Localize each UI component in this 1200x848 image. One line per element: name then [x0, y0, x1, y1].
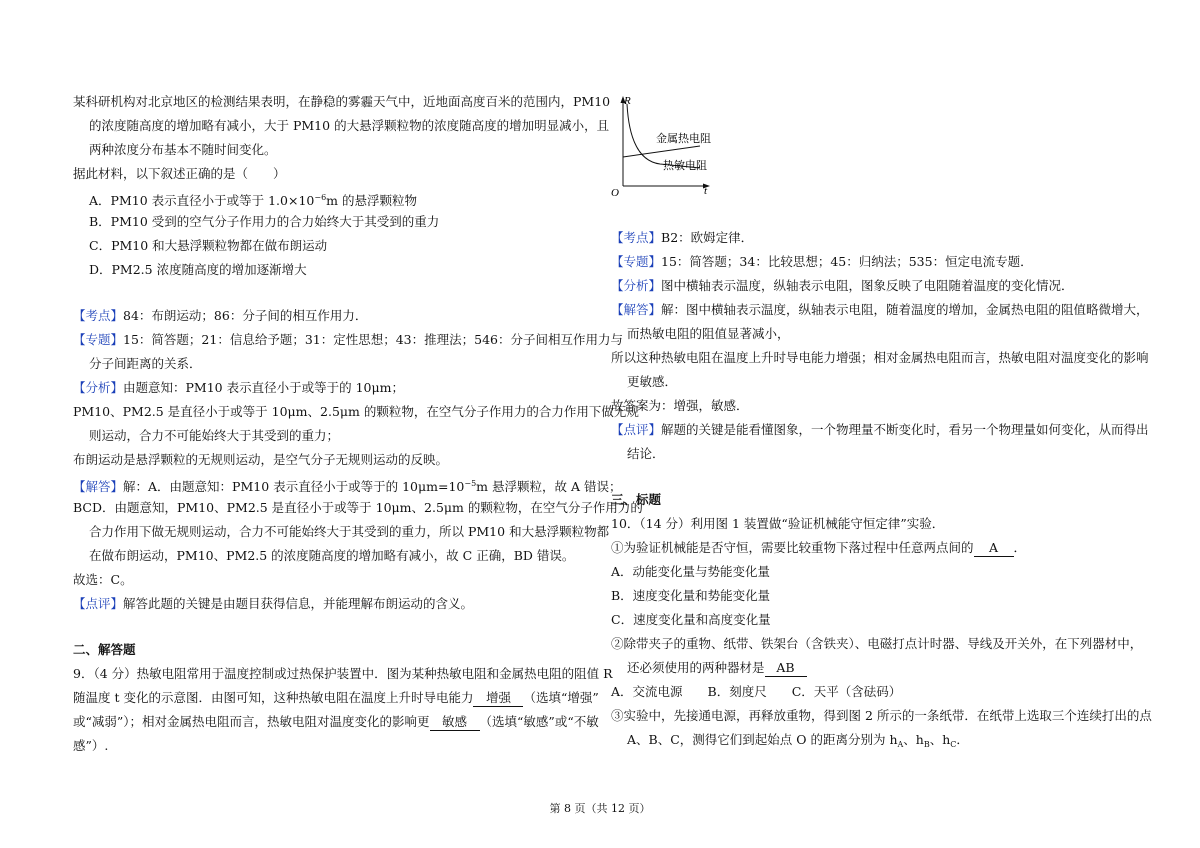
kaodian: 【考点】B2：欧姆定律． — [611, 230, 754, 245]
option-a: A．PM10 表示直径小于或等于 $1.0\times 10^{-6}m$ 的悬浮颗粒物 — [89, 193, 417, 208]
question-text: 某科研机构对北京地区的检测结果表明，在静稳的雾霾天气中，近地面高度百米的范围内，PM10 — [73, 94, 611, 109]
kaodian-tag: 【考点】 — [611, 230, 662, 245]
q10-equipment: A．交流电源 B．刻度尺 C．天平（含砝码） — [611, 684, 902, 699]
x-axis-label: t — [704, 185, 708, 197]
q10-text: ②除带夹子的重物、纸带、铁架台（含铁夹）、电磁打点计时器、导线及开关外，在下列器材中， — [611, 636, 1143, 651]
q10-text: A、B、C，测得它们到起始点 O 的距离分别为 $h_A$、$h_B$、$h_C$． — [627, 732, 969, 749]
zhuanti: 【专题】15：简答题；34：比较思想；45：归纳法；535：恒定电流专题． — [611, 254, 1033, 269]
answer-blank: 增强 — [473, 690, 523, 707]
origin-label: O — [611, 187, 619, 199]
metal-resistor-label: 金属热电阻 — [656, 132, 711, 145]
answer-blank: AB — [765, 660, 807, 677]
option-b: B．PM10 受到的空气分子作用力的合力始终大于其受到的重力 — [89, 214, 440, 229]
section-heading: 二、解答题 — [73, 642, 136, 657]
kaodian: 【考点】84：布朗运动；86：分子间的相互作用力． — [73, 308, 368, 323]
dianping: 【点评】解题的关键是能看懂图象，一个物理量不断变化时，看另一个物理量如何变化，从而得出 — [611, 422, 1149, 437]
option-d: D．PM2.5 浓度随高度的增加逐渐增大 — [89, 262, 307, 277]
y-axis-label: R — [624, 95, 631, 107]
jieda-line: BCD．由题意知，PM10、PM2.5 是直径小于或等于 10μm、2.5μm 的颗粒物，在空气分子作用力的 — [73, 500, 643, 515]
q10-text: 10．（14 分）利用图 1 装置做“验证机械能守恒定律”实验． — [611, 516, 945, 531]
option-c: C．PM10 和大悬浮颗粒物都在做布朗运动 — [89, 238, 328, 253]
answer-line: 故答案为：增强，敏感． — [611, 398, 749, 413]
section-heading: 三、标题 — [611, 492, 662, 507]
zhuanti: 【专题】15：简答题；21：信息给予题；31：定性思想；43：推理法；546：分子间相互作用力与 — [73, 332, 623, 347]
dianping-cont: 结论． — [627, 446, 665, 461]
q10-text: 还必须使用的两种器材是 AB — [627, 660, 807, 677]
jieda-line: 合力作用下做无规则运动，合力不可能始终大于其受到的重力，所以 PM10 和大悬浮颗粒物都 — [89, 524, 610, 539]
q9-text: 随温度 t 变化的示意图．由图可知，这种热敏电阻在温度上升时导电能力 增强 （选填“增强” — [73, 690, 599, 705]
dianping: 【点评】解答此题的关键是由题目获得信息，并能理解布朗运动的含义。 — [73, 596, 474, 611]
fenxi-tag: 【分析】 — [73, 380, 124, 395]
answer-blank: A — [974, 540, 1014, 557]
fenxi-line: PM10、PM2.5 是直径小于或等于 10μm、2.5μm 的颗粒物，在空气分子作用力的合力作用下做无规 — [73, 404, 639, 419]
q9-text: 或“减弱”）；相对金属热电阻而言，热敏电阻对温度变化的影响更 敏感 （选填“敏感”或“不敏 — [73, 714, 599, 729]
fenxi: 【分析】由题意知：PM10 表示直径小于或等于的 10μm； — [73, 380, 404, 395]
q10-text: ③实验中，先接通电源，再释放重物，得到图 2 所示的一条纸带．在纸带上选取三个连续打出的点 — [611, 708, 1152, 723]
resistance-temperature-graph — [608, 90, 718, 200]
jieda-tag: 【解答】 — [73, 479, 124, 494]
q10-option: B．速度变化量和势能变化量 — [611, 588, 771, 603]
q9-text: 感”）. — [73, 738, 109, 753]
dianping-tag: 【点评】 — [73, 596, 124, 611]
question-text: 的浓度随高度的增加略有减小，大于 PM10 的大悬浮颗粒物的浓度随高度的增加明显减小，且 — [89, 118, 610, 133]
page-footer: 第 8 页（共 12 页） — [549, 802, 651, 815]
q10-text: ①为验证机械能是否守恒，需要比较重物下落过程中任意两点间的 A ． — [611, 540, 1027, 555]
jieda-line: 更敏感． — [627, 374, 678, 389]
zhuanti-tag: 【专题】 — [611, 254, 662, 269]
jieda-tag: 【解答】 — [611, 302, 662, 317]
answer-blank: 敏感 — [430, 714, 480, 731]
fenxi-tag: 【分析】 — [611, 278, 662, 293]
zhuanti-cont: 分子间距离的关系． — [89, 356, 202, 371]
question-prompt: 据此材料，以下叙述正确的是（ ） — [73, 166, 286, 181]
metal-resistor-curve — [623, 146, 700, 157]
jieda-line: 在做布朗运动，PM10、PM2.5 的浓度随高度的增加略有减小，故 C 正确，BD 错误。 — [89, 548, 575, 563]
question-text: 两种浓度分布基本不随时间变化。 — [89, 142, 277, 157]
kaodian-tag: 【考点】 — [73, 308, 124, 323]
answer-choice: 故选：C。 — [73, 572, 133, 587]
fenxi: 【分析】图中横轴表示温度，纵轴表示电阻，图象反映了电阻随着温度的变化情况． — [611, 278, 1074, 293]
jieda: 【解答】解：A．由题意知：PM10 表示直径小于或等于的 $10\mu m=10^{-5}m$ 悬浮颗粒，故 A 错误； — [73, 479, 622, 494]
q10-option: C．速度变化量和高度变化量 — [611, 612, 771, 627]
q9-text: 9．（4 分）热敏电阻常用于温度控制或过热保护装置中．图为某种热敏电阻和金属热电阻的阻值 R — [73, 666, 613, 681]
jieda-line: 所以这种热敏电阻在温度上升时导电能力增强；相对金属热电阻而言，热敏电阻对温度变化的影响 — [611, 350, 1149, 365]
fenxi-line: 布朗运动是悬浮颗粒的无规则运动，是空气分子无规则运动的反映。 — [73, 452, 449, 467]
dianping-tag: 【点评】 — [611, 422, 662, 437]
q10-option: A．动能变化量与势能变化量 — [611, 564, 771, 579]
thermistor-label: 热敏电阻 — [663, 159, 707, 172]
zhuanti-tag: 【专题】 — [73, 332, 124, 347]
fenxi-line: 则运动，合力不可能始终大于其受到的重力； — [89, 428, 340, 443]
jieda: 【解答】解：图中横轴表示温度，纵轴表示电阻，随着温度的增加，金属热电阻的阻值略微增大， — [611, 302, 1149, 317]
jieda-line: 而热敏电阻的阻值显著减小， — [627, 326, 790, 341]
